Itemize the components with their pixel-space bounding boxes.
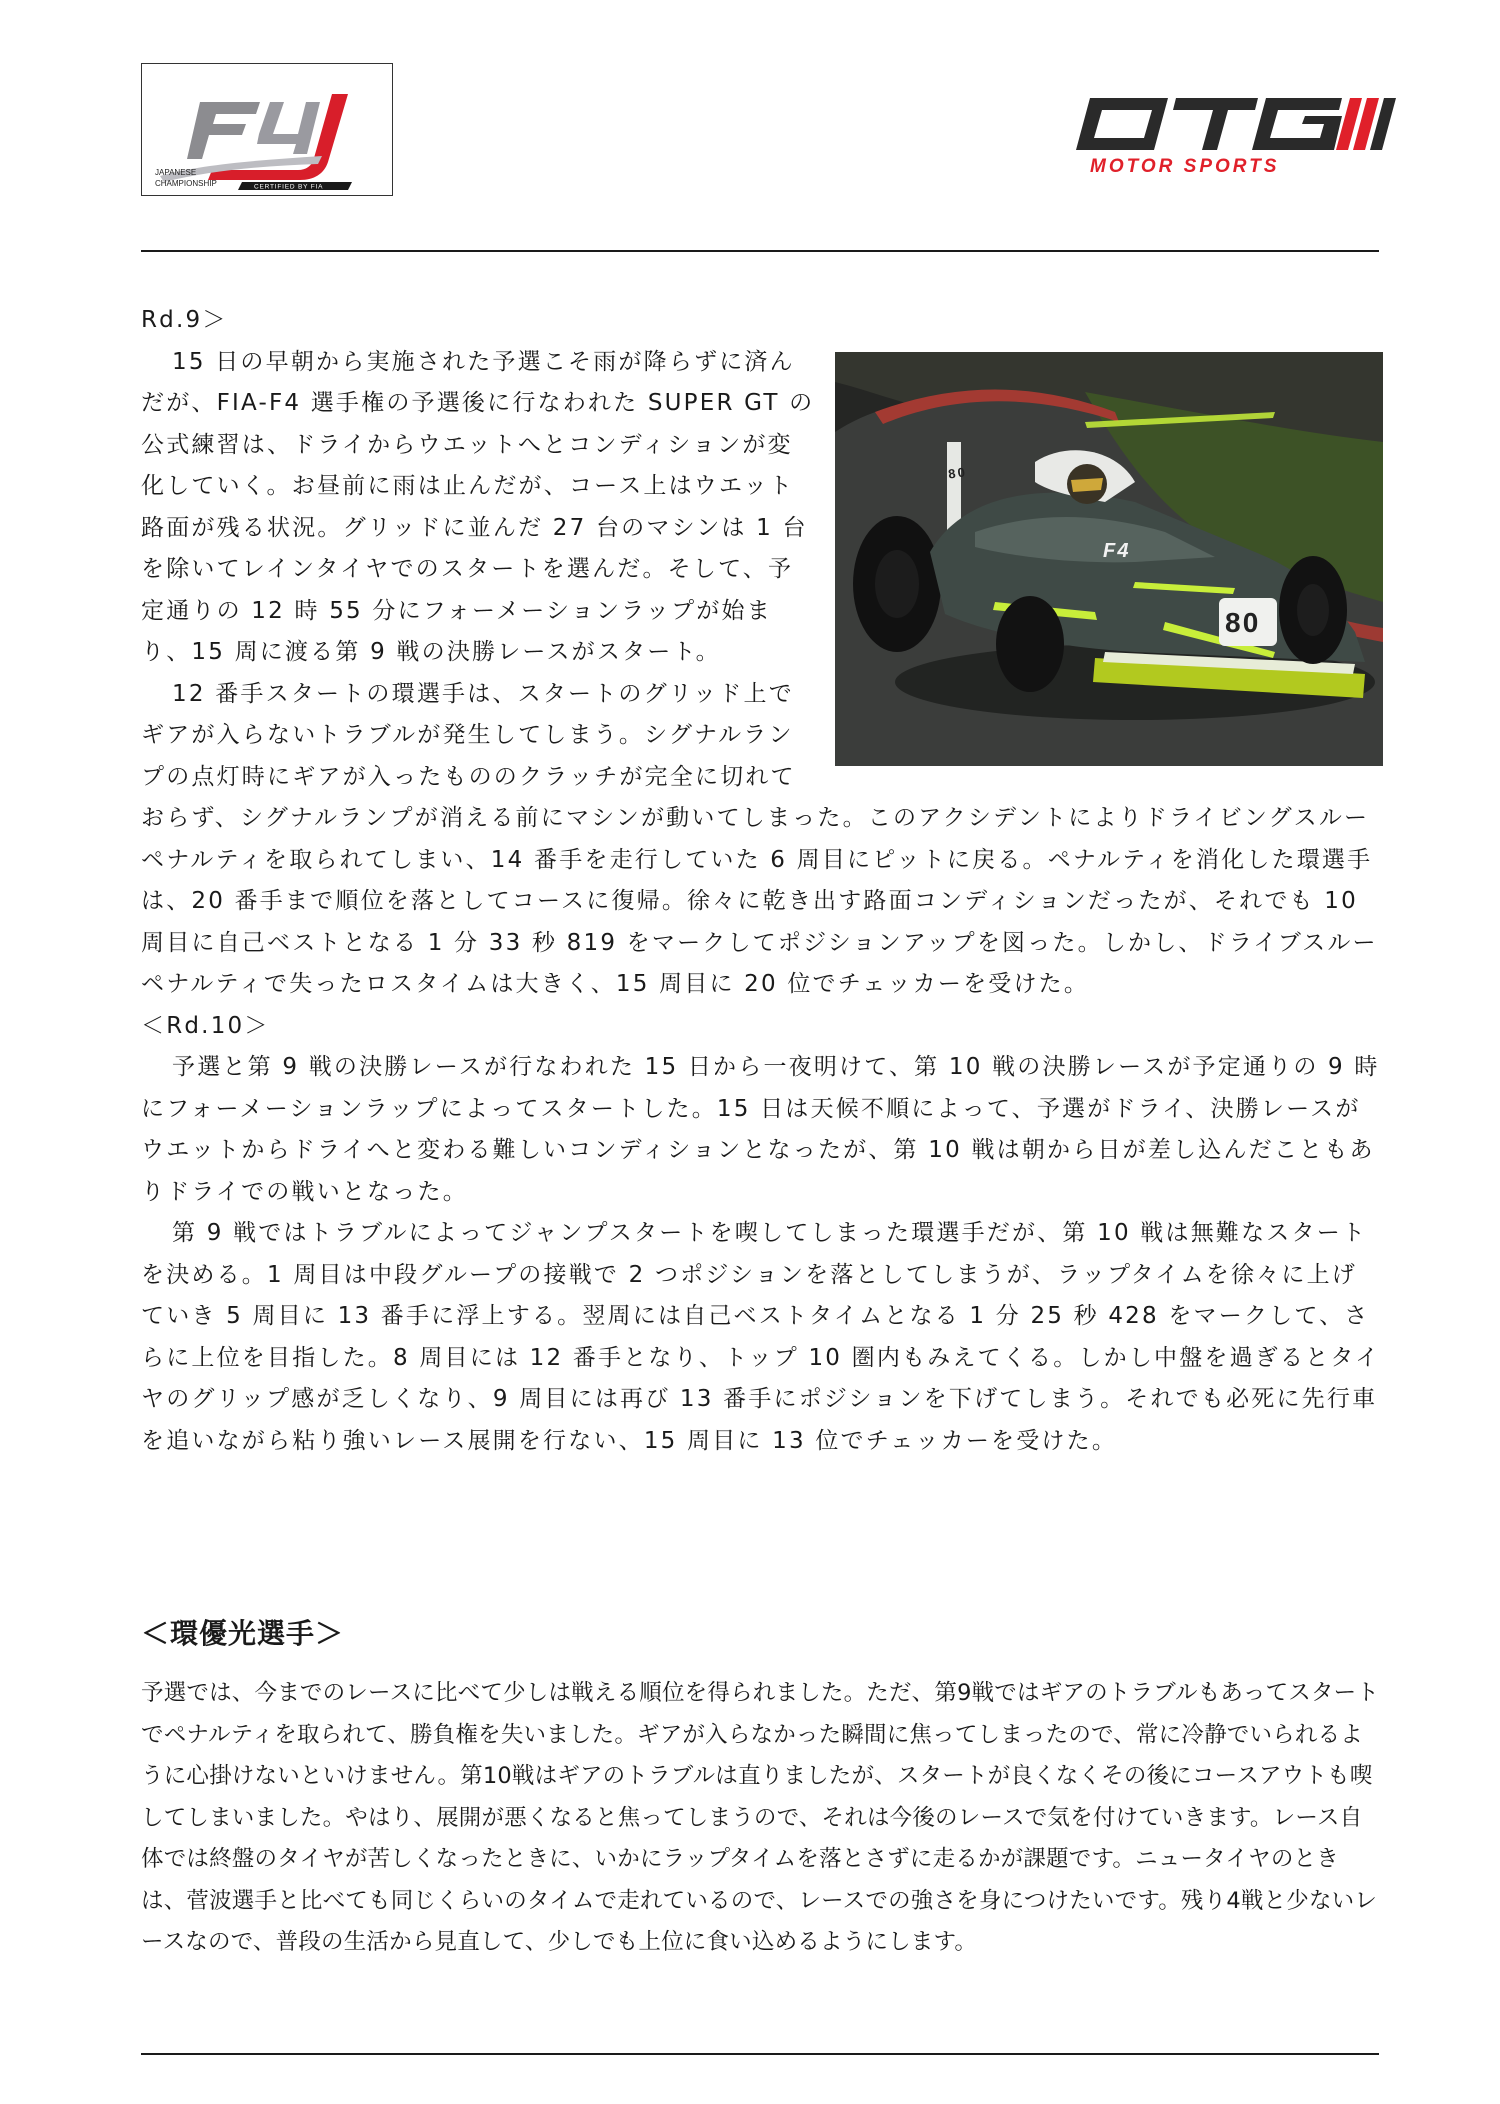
driver-comment xyxy=(141,1673,1381,1964)
rd9-paragraph-2: 12 番手スタートの環選手は、スタートのグリッド上でギアが入らないトラブルが発生してしまう。シグナルランプの点灯時にギアが入ったもののクラッチが完全に切れておらず、シグナルランプが消える前にマシンが動いてしまった。このアクシデントによりドライビングスルーペナルティを取られてしまい、14 番手を走行していた 6 周目にピットに戻る。ペナルティを消化した環選手は、20 番手まで順位を落としてコースに復帰。徐々に乾き出す路面コンディションだったが、それでも 10 周目に自己ベストとなる 1 分 33 秒 819 をマークしてポジションアップを図った。しかし、ドライブスルーペナルティで失ったロスタイムは大きく、15 周目に 20 位でチェッカーを受けた。 xyxy=(141,680,1378,997)
rd10-heading: ＜Rd.10＞ xyxy=(141,1012,270,1039)
driver-comment-text: 予選では、今までのレースに比べて少しは戦える順位を得られました。ただ、第9戦ではギアのトラブルもあってスタートでペナルティを取られて、勝負権を失いました。ギアが入らなかった瞬間に焦ってしまったので、常に冷静でいられるように心掛けないといけません。第10戦はギアのトラブルは直りましたが、スタートが良くなくその後にコースアウトも喫してしまいました。やはり、展開が悪くなると焦ってしまうので、それは今後のレースで気を付けていきます。レース自体では終盤のタイヤが苦しくなったときに、いかにラップタイムを落とさずに走るかが課題です。ニュータイヤのときは、菅波選手と比べても同じくらいのタイムで走れているので、レースでの強さを身につけたいです。残り4戦と少ないレースなので、普段の生活から見直して、少しでも上位に食い込めるようにします。 xyxy=(141,1680,1380,1955)
driver-comment-title: ＜環優光選手＞ xyxy=(141,1617,345,1650)
rd10-paragraph-2: 第 9 戦ではトラブルによってジャンプスタートを喫してしまった環選手だが、第 10 戦は無難なスタートを決める。1 周目は中段グループの接戦で 2 つポジションを落としてしまうが、ラップタイムを徐々に上げていき 5 周目に 13 番手に浮上する。翌周には自己ベストタイムとなる 1 分 25 秒 428 をマークして、さらに上位を目指した。8 周目には 12 番手となり、トップ 10 圏内もみえてくる。しかし中盤を過ぎるとタイヤのグリップ感が乏しくなり、9 周目には再び 13 番手にポジションを下げてしまう。それでも必死に先行車を追いながら粘り強いレース展開を行ない、15 周目に 13 位でチェッカーを受けた。 xyxy=(141,1220,1381,1454)
f4-line2-text: CHAMPIONSHIP xyxy=(155,179,217,188)
f4-line1-text: JAPANESE xyxy=(155,168,197,177)
svg-text:F4: F4 xyxy=(1103,539,1131,562)
rd9-paragraph-1: 15 日の早朝から実施された予選こそ雨が降らずに済んだが、FIA-F4 選手権の予選後に行なわれた SUPER GT の公式練習は、ドライからウエットへとコンディションが変化していく。お昼前に雨は止んだが、コース上はウエット路面が残る状況。グリッドに並んだ 27 台のマシンは 1 台を除いてレインタイヤでのスタートを選んだ。そして、予定通りの 12 時 55 分にフォーメーションラップが始まり、15 周に渡る第 9 戦の決勝レースがスタート。 xyxy=(141,348,815,665)
otg-sub-text: MOTOR SPORTS xyxy=(1090,156,1280,177)
otg-motorsports-logo xyxy=(1070,88,1400,178)
f4-certified-text: CERTIFIED BY FIA xyxy=(254,183,324,191)
rd9-heading: Rd.9＞ xyxy=(141,307,228,333)
rd10-paragraph-1: 予選と第 9 戦の決勝レースが行なわれた 15 日から一夜明けて、第 10 戦の決勝レースが予定通りの 9 時にフォーメーションラップによってスタートした。15 日は天候不順によって、予選がドライ、決勝レースがウエットからドライへと変わる難しいコンディションとなったが、第 10 戦は朝から日が差し込んだこともありドライでの戦いとなった。 xyxy=(141,1054,1380,1205)
rear-wing-number: 80 xyxy=(947,463,968,482)
footer-divider xyxy=(141,2053,1379,2055)
header-divider xyxy=(141,250,1379,252)
race-report xyxy=(141,300,1381,1462)
race-car-photo xyxy=(835,352,1383,766)
nose-number: 80 xyxy=(1225,606,1261,638)
f4-championship-logo xyxy=(141,63,393,196)
